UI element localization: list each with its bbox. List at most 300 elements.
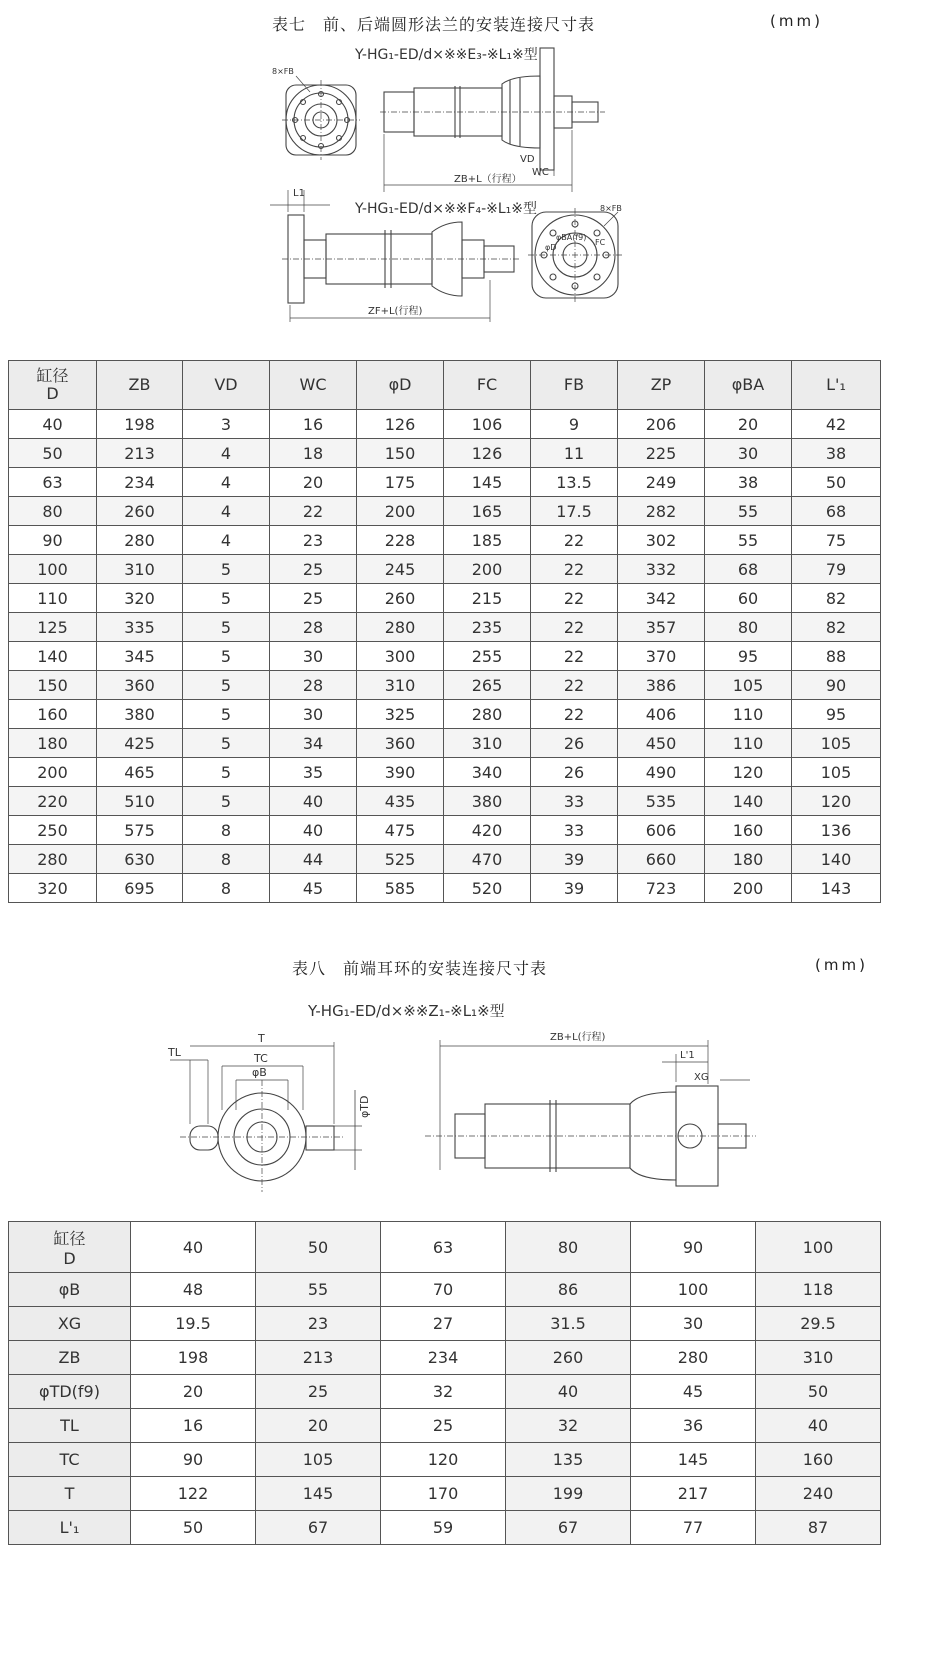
table-row	[9, 497, 881, 526]
table-row	[9, 758, 881, 787]
table-cell: 320	[9, 874, 97, 903]
table-cell: 105	[705, 671, 792, 700]
table-cell: 60	[705, 584, 792, 613]
fc-label: FC	[595, 238, 606, 247]
table-cell: 160	[9, 700, 97, 729]
table-cell: 342	[618, 584, 705, 613]
table-row	[9, 1307, 881, 1341]
table-cell: 4	[183, 439, 270, 468]
table-cell: 95	[792, 700, 881, 729]
d-label: φD	[545, 243, 557, 252]
table-row	[9, 1273, 881, 1307]
table-cell: 110	[705, 729, 792, 758]
table-cell: 200	[9, 758, 97, 787]
table-row	[9, 1477, 881, 1511]
table-row	[9, 671, 881, 700]
flange-end-view-bottom	[528, 208, 622, 302]
table-cell: 220	[9, 787, 97, 816]
table-cell: 5	[183, 555, 270, 584]
table-cell: 23	[270, 526, 357, 555]
table-cell: 34	[270, 729, 357, 758]
table-cell: 32	[506, 1409, 631, 1443]
table-cell: 180	[705, 845, 792, 874]
table-cell: 80	[9, 497, 97, 526]
table-cell: 535	[618, 787, 705, 816]
table-cell: 340	[444, 758, 531, 787]
table-cell: 260	[506, 1341, 631, 1375]
table-cell: 86	[506, 1273, 631, 1307]
table-cell: 87	[756, 1511, 881, 1545]
table-cell: 199	[506, 1477, 631, 1511]
table-cell: 45	[631, 1375, 756, 1409]
table-row	[9, 1341, 881, 1375]
table-cell: 17.5	[531, 497, 618, 526]
table-cell: 13.5	[531, 468, 618, 497]
table-cell: 30	[270, 700, 357, 729]
wc-label: WC	[532, 167, 549, 178]
table-row	[9, 787, 881, 816]
table-cell: 234	[97, 468, 183, 497]
row-label: XG	[9, 1307, 131, 1341]
table-row	[9, 468, 881, 497]
table-row	[9, 642, 881, 671]
table-cell: 380	[97, 700, 183, 729]
zb-stroke-label: ZB+L（行程）	[454, 174, 522, 185]
table-cell: 5	[183, 729, 270, 758]
col-fb: FB	[531, 361, 618, 410]
table7-header-row	[9, 361, 881, 410]
table-cell: 22	[531, 584, 618, 613]
zf-stroke-label: ZF+L(行程)	[368, 306, 423, 317]
table-cell: 40	[270, 816, 357, 845]
table-cell: 228	[357, 526, 444, 555]
table-cell: 175	[357, 468, 444, 497]
table-cell: 23	[256, 1307, 381, 1341]
td-label: φTD	[358, 1095, 371, 1118]
table-cell: 360	[97, 671, 183, 700]
table-cell: 280	[97, 526, 183, 555]
table-cell: 120	[792, 787, 881, 816]
table-cell: 110	[9, 584, 97, 613]
table8-title: 表八 前端耳环的安装连接尺寸表	[292, 959, 548, 978]
table-cell: 35	[270, 758, 357, 787]
table-cell: 55	[705, 497, 792, 526]
table-cell: 120	[381, 1443, 506, 1477]
table-cell: 335	[97, 613, 183, 642]
table-cell: 200	[705, 874, 792, 903]
fb-label-top: 8×FB	[272, 67, 294, 76]
table-cell: 105	[792, 729, 881, 758]
table-row	[9, 1409, 881, 1443]
ba-label: φBA(f9)	[556, 233, 587, 242]
table-cell: 38	[705, 468, 792, 497]
table-cell: 33	[531, 787, 618, 816]
table-cell: 26	[531, 758, 618, 787]
table-cell: 30	[270, 642, 357, 671]
table-cell: 310	[357, 671, 444, 700]
table-row	[9, 526, 881, 555]
table-cell: 136	[792, 816, 881, 845]
table-cell: 660	[618, 845, 705, 874]
table-cell: 31.5	[506, 1307, 631, 1341]
table-cell: 27	[381, 1307, 506, 1341]
rod-eye-cylinder-side-view	[425, 1040, 756, 1186]
col-fc: FC	[444, 361, 531, 410]
table-cell: 30	[631, 1307, 756, 1341]
table-cell: 180	[9, 729, 97, 758]
table-cell: 40	[270, 787, 357, 816]
row-label: T	[9, 1477, 131, 1511]
table-cell: 145	[444, 468, 531, 497]
table-cell: 135	[506, 1443, 631, 1477]
table-cell: 55	[705, 526, 792, 555]
table-cell: 22	[531, 642, 618, 671]
table-cell: 345	[97, 642, 183, 671]
table-cell: 302	[618, 526, 705, 555]
table-cell: 40	[131, 1222, 256, 1273]
table-cell: 723	[618, 874, 705, 903]
table-cell: 42	[792, 410, 881, 439]
table-cell: 332	[618, 555, 705, 584]
table-cell: 95	[705, 642, 792, 671]
table-cell: 450	[618, 729, 705, 758]
table-cell: 360	[357, 729, 444, 758]
vd-label: VD	[520, 154, 535, 165]
table-cell: 390	[357, 758, 444, 787]
table-cell: 75	[792, 526, 881, 555]
table-cell: 8	[183, 874, 270, 903]
table-row	[9, 1511, 881, 1545]
table-cell: 25	[270, 555, 357, 584]
table-cell: 50	[756, 1375, 881, 1409]
flange-end-view-top	[282, 76, 360, 160]
table-cell: 122	[131, 1477, 256, 1511]
table-cell: 80	[506, 1222, 631, 1273]
table-cell: 126	[444, 439, 531, 468]
table-cell: 100	[9, 555, 97, 584]
table-cell: 105	[792, 758, 881, 787]
table-cell: 118	[756, 1273, 881, 1307]
table7	[8, 360, 881, 903]
table-cell: 33	[531, 816, 618, 845]
col-zp: ZP	[618, 361, 705, 410]
table-cell: 22	[531, 671, 618, 700]
table-cell: 40	[9, 410, 97, 439]
table-cell: 125	[9, 613, 97, 642]
col-ba: φBA	[705, 361, 792, 410]
table-cell: 16	[270, 410, 357, 439]
table-cell: 22	[270, 497, 357, 526]
table-cell: 5	[183, 613, 270, 642]
table-row	[9, 845, 881, 874]
table-row	[9, 584, 881, 613]
table7-body	[9, 410, 881, 903]
table-cell: 79	[792, 555, 881, 584]
table-cell: 510	[97, 787, 183, 816]
table-cell: 425	[97, 729, 183, 758]
table-cell: 300	[357, 642, 444, 671]
table-cell: 106	[444, 410, 531, 439]
table-cell: 140	[705, 787, 792, 816]
table-cell: 5	[183, 671, 270, 700]
t-label: T	[258, 1032, 265, 1045]
table-cell: 36	[631, 1409, 756, 1443]
table-cell: 200	[357, 497, 444, 526]
tl-label: TL	[168, 1046, 181, 1059]
table-cell: 435	[357, 787, 444, 816]
col-bore: 缸径 D	[9, 361, 97, 410]
col-vd: VD	[183, 361, 270, 410]
table-cell: 88	[792, 642, 881, 671]
table-cell: 20	[131, 1375, 256, 1409]
table-cell: 380	[444, 787, 531, 816]
table-cell: 280	[444, 700, 531, 729]
table-cell: 22	[531, 555, 618, 584]
table-cell: 16	[131, 1409, 256, 1443]
table-cell: 105	[256, 1443, 381, 1477]
table-cell: 310	[444, 729, 531, 758]
table-cell: 19.5	[131, 1307, 256, 1341]
table-cell: 44	[270, 845, 357, 874]
table-cell: 200	[444, 555, 531, 584]
table-row	[9, 700, 881, 729]
table-cell: 20	[705, 410, 792, 439]
table-cell: 265	[444, 671, 531, 700]
table-cell: 50	[256, 1222, 381, 1273]
table-cell: 420	[444, 816, 531, 845]
table-cell: 165	[444, 497, 531, 526]
table-cell: 120	[705, 758, 792, 787]
table-cell: 240	[756, 1477, 881, 1511]
table-cell: 40	[506, 1375, 631, 1409]
table-cell: 280	[631, 1341, 756, 1375]
table-row	[9, 1222, 881, 1273]
table-cell: 520	[444, 874, 531, 903]
table-cell: 170	[381, 1477, 506, 1511]
col-zb: ZB	[97, 361, 183, 410]
table8	[8, 1221, 881, 1545]
table-cell: 67	[506, 1511, 631, 1545]
table-cell: 606	[618, 816, 705, 845]
table-cell: 386	[618, 671, 705, 700]
table-cell: 63	[9, 468, 97, 497]
table-cell: 80	[705, 613, 792, 642]
table-cell: 5	[183, 787, 270, 816]
table-cell: 260	[357, 584, 444, 613]
table8-model: Y-HG₁-ED/d×※※Z₁-※L₁※型	[308, 1002, 505, 1020]
table-cell: 30	[705, 439, 792, 468]
table-cell: 18	[270, 439, 357, 468]
table-cell: 630	[97, 845, 183, 874]
table-row	[9, 816, 881, 845]
table-cell: 20	[256, 1409, 381, 1443]
table-cell: 110	[705, 700, 792, 729]
table-cell: 63	[381, 1222, 506, 1273]
table-cell: 213	[97, 439, 183, 468]
table-cell: 3	[183, 410, 270, 439]
table-cell: 8	[183, 816, 270, 845]
table-cell: 39	[531, 874, 618, 903]
table-cell: 282	[618, 497, 705, 526]
table-cell: 50	[131, 1511, 256, 1545]
table-cell: 145	[256, 1477, 381, 1511]
table-cell: 77	[631, 1511, 756, 1545]
table8-body	[9, 1222, 881, 1545]
table-cell: 22	[531, 613, 618, 642]
table-cell: 5	[183, 584, 270, 613]
table-cell: 310	[756, 1341, 881, 1375]
table-cell: 68	[705, 555, 792, 584]
table-cell: 4	[183, 468, 270, 497]
row-label: TL	[9, 1409, 131, 1443]
table-row	[9, 729, 881, 758]
table-cell: 90	[631, 1222, 756, 1273]
table-cell: 26	[531, 729, 618, 758]
table-cell: 140	[9, 642, 97, 671]
table8-unit: (mm)	[815, 956, 868, 974]
table-cell: 490	[618, 758, 705, 787]
tc-label: TC	[254, 1052, 268, 1065]
table-cell: 143	[792, 874, 881, 903]
table-cell: 90	[792, 671, 881, 700]
table-cell: 50	[792, 468, 881, 497]
table-cell: 145	[631, 1443, 756, 1477]
table-cell: 20	[270, 468, 357, 497]
table-cell: 357	[618, 613, 705, 642]
col-d: φD	[357, 361, 444, 410]
table-cell: 82	[792, 613, 881, 642]
table-cell: 32	[381, 1375, 506, 1409]
table-cell: 310	[97, 555, 183, 584]
fb-label-bottom: 8×FB	[600, 204, 622, 213]
table-cell: 150	[9, 671, 97, 700]
row-label: 缸径 D	[9, 1222, 131, 1273]
col-wc: WC	[270, 361, 357, 410]
table-cell: 185	[444, 526, 531, 555]
table-cell: 695	[97, 874, 183, 903]
table-cell: 5	[183, 642, 270, 671]
l1-label: L1	[293, 188, 305, 199]
table-cell: 45	[270, 874, 357, 903]
table-row	[9, 874, 881, 903]
table-cell: 50	[9, 439, 97, 468]
table7-drawings	[0, 0, 940, 340]
table-cell: 249	[618, 468, 705, 497]
zb-stroke-label-8: ZB+L(行程)	[550, 1032, 606, 1043]
table-cell: 100	[631, 1273, 756, 1307]
row-label: L'₁	[9, 1511, 131, 1545]
table-cell: 90	[131, 1443, 256, 1477]
table-cell: 4	[183, 497, 270, 526]
table-cell: 280	[9, 845, 97, 874]
row-label: φTD(f9)	[9, 1375, 131, 1409]
table-cell: 140	[792, 845, 881, 874]
table-cell: 126	[357, 410, 444, 439]
table-cell: 370	[618, 642, 705, 671]
table-cell: 250	[9, 816, 97, 845]
table-row	[9, 1443, 881, 1477]
table-cell: 8	[183, 845, 270, 874]
row-label: TC	[9, 1443, 131, 1477]
table7-title: 表七 前、后端圆形法兰的安装连接尺寸表	[272, 15, 596, 34]
table-cell: 585	[357, 874, 444, 903]
table8-drawings	[0, 1020, 940, 1220]
table-cell: 67	[256, 1511, 381, 1545]
table-cell: 59	[381, 1511, 506, 1545]
table-row	[9, 410, 881, 439]
table-cell: 325	[357, 700, 444, 729]
table-cell: 39	[531, 845, 618, 874]
table-cell: 55	[256, 1273, 381, 1307]
table-row	[9, 555, 881, 584]
table-cell: 38	[792, 439, 881, 468]
table-cell: 225	[618, 439, 705, 468]
table-cell: 9	[531, 410, 618, 439]
cylinder-side-view-bottom	[270, 190, 520, 322]
table-cell: 68	[792, 497, 881, 526]
table-cell: 11	[531, 439, 618, 468]
table-cell: 25	[256, 1375, 381, 1409]
table-cell: 22	[531, 526, 618, 555]
col-l1: L'₁	[792, 361, 881, 410]
table-cell: 320	[97, 584, 183, 613]
table7-model-bottom: Y-HG₁-ED/d×※※F₄-※L₁※型	[355, 201, 537, 217]
table-cell: 525	[357, 845, 444, 874]
table-cell: 25	[381, 1409, 506, 1443]
table-cell: 475	[357, 816, 444, 845]
table-cell: 470	[444, 845, 531, 874]
table-cell: 575	[97, 816, 183, 845]
table-row	[9, 613, 881, 642]
table-cell: 198	[131, 1341, 256, 1375]
table-cell: 28	[270, 671, 357, 700]
table-cell: 280	[357, 613, 444, 642]
table-cell: 5	[183, 758, 270, 787]
row-label: φB	[9, 1273, 131, 1307]
table-cell: 22	[531, 700, 618, 729]
table-cell: 100	[756, 1222, 881, 1273]
table-cell: 406	[618, 700, 705, 729]
l1p-label: L'1	[680, 1050, 695, 1061]
table7-model-top: Y-HG₁-ED/d×※※E₃-※L₁※型	[355, 47, 538, 63]
table-cell: 198	[97, 410, 183, 439]
table-cell: 160	[756, 1443, 881, 1477]
table-cell: 28	[270, 613, 357, 642]
table7-unit: (mm)	[770, 12, 823, 30]
table-cell: 215	[444, 584, 531, 613]
table-cell: 48	[131, 1273, 256, 1307]
table-cell: 260	[97, 497, 183, 526]
xg-label: XG	[694, 1072, 709, 1083]
table-cell: 217	[631, 1477, 756, 1511]
table-cell: 213	[256, 1341, 381, 1375]
table-cell: 4	[183, 526, 270, 555]
table-cell: 82	[792, 584, 881, 613]
table-cell: 206	[618, 410, 705, 439]
table-cell: 5	[183, 700, 270, 729]
row-label: ZB	[9, 1341, 131, 1375]
table-row	[9, 1375, 881, 1409]
table-cell: 29.5	[756, 1307, 881, 1341]
table-cell: 234	[381, 1341, 506, 1375]
table-cell: 90	[9, 526, 97, 555]
table-cell: 255	[444, 642, 531, 671]
table-cell: 245	[357, 555, 444, 584]
cylinder-side-view-top	[380, 48, 605, 192]
table-cell: 70	[381, 1273, 506, 1307]
table-cell: 150	[357, 439, 444, 468]
table-cell: 160	[705, 816, 792, 845]
